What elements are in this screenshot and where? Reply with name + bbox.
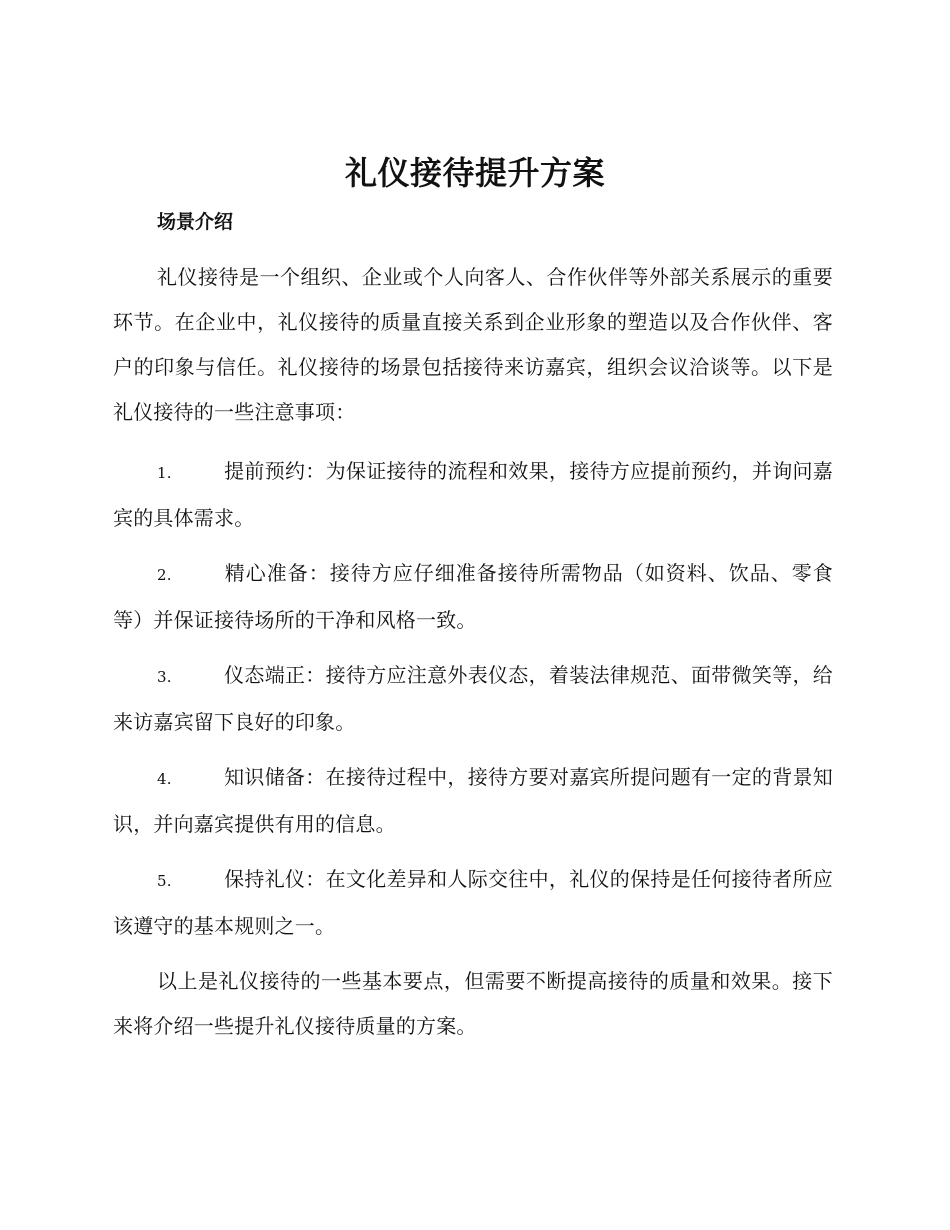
document-title: 礼仪接待提升方案 <box>344 154 605 192</box>
list-item-text: 精心准备：接待方应仔细准备接待所需物品（如资料、饮品、零食等）并保证接待场所的干净和风格一致。 <box>113 561 833 632</box>
list-item <box>113 551 833 643</box>
list-item <box>113 653 833 745</box>
list-item <box>113 755 833 847</box>
list-item <box>113 857 833 949</box>
section-heading: 场景介绍 <box>157 211 234 233</box>
intro-paragraph: 礼仪接待是一个组织、企业或个人向客人、合作伙伴等外部关系展示的重要环节。在企业中，礼仪接待的质量直接关系到企业形象的塑造以及合作伙伴、客户的印象与信任。礼仪接待的场景包括接待来访嘉宾，组织会议洽谈等。以下是礼仪接待的一些注意事项： <box>113 265 833 424</box>
closing-paragraph: 以上是礼仪接待的一些基本要点，但需要不断提高接待的质量和效果。接下来将介绍一些提升礼仪接待质量的方案。 <box>113 969 833 1038</box>
list-item <box>113 449 833 541</box>
list-item-text: 仪态端正：接待方应注意外表仪态，着装法律规范、面带微笑等，给来访嘉宾留下良好的印象。 <box>113 663 833 734</box>
list-item-number: 2. <box>157 566 172 584</box>
list-item-number: 3. <box>157 668 172 686</box>
list-item-number: 1. <box>157 464 172 482</box>
list-item-number: 5. <box>157 872 172 890</box>
list-item-number: 4. <box>157 770 172 788</box>
list-item-text: 知识储备：在接待过程中，接待方要对嘉宾所提问题有一定的背景知识，并向嘉宾提供有用的信息。 <box>113 765 833 836</box>
list-item-text: 提前预约：为保证接待的流程和效果，接待方应提前预约，并询问嘉宾的具体需求。 <box>113 459 833 530</box>
list-item-text: 保持礼仪：在文化差异和人际交往中，礼仪的保持是任何接待者所应该遵守的基本规则之一。 <box>113 867 833 938</box>
